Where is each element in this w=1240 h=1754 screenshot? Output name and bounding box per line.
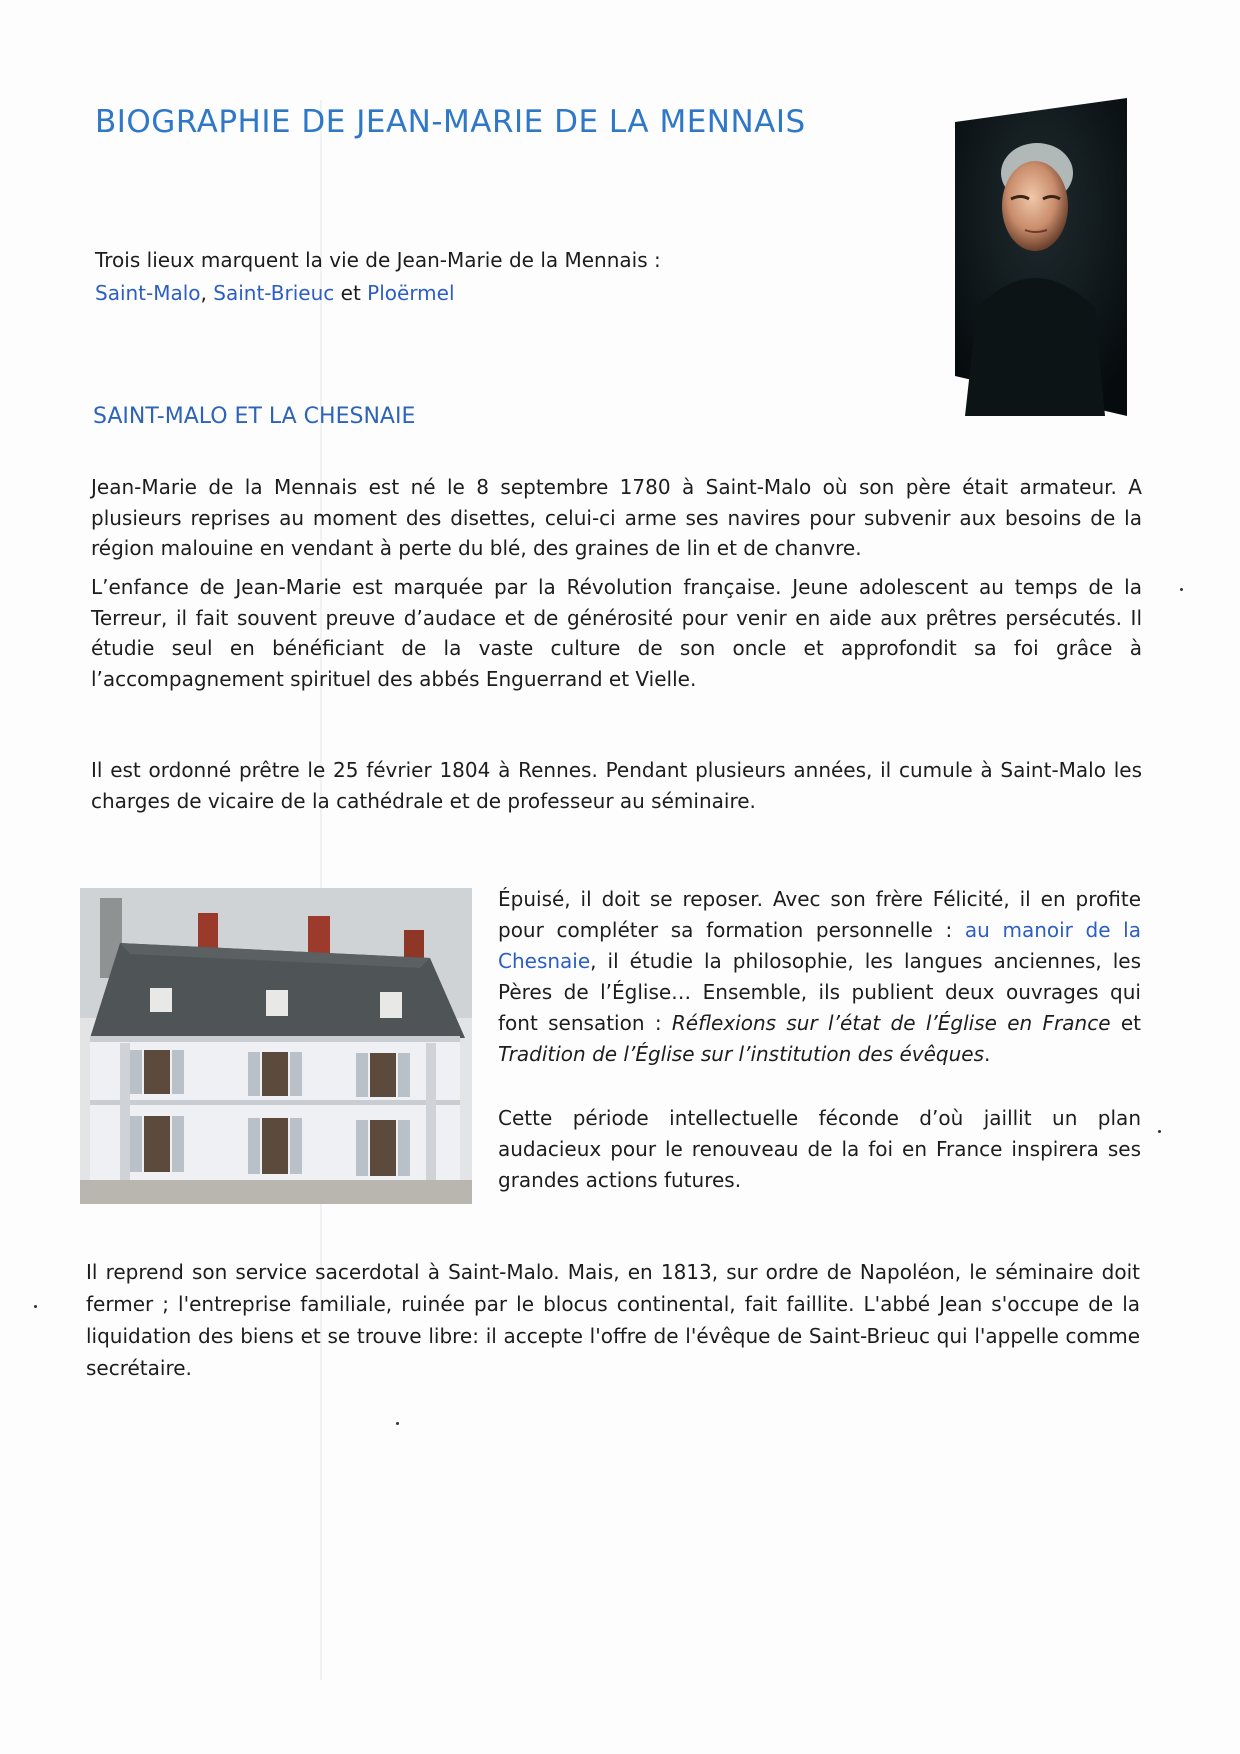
paragraph-secretary: Il reprend son service sacerdotal à Saint-Malo. Mais, en 1813, sur ordre de Napoléon, le séminaire doit fermer ; l'entreprise familiale, ruinée par le blocus continental, fait faillite. L'abbé Jean s'occupe de la liquidation des biens et se trouve libre: il accepte l'offre de l'évêque de Saint-Brieuc qui l'appelle comme secrétaire. [86, 1260, 1140, 1380]
place-link-saint-malo[interactable]: Saint-Malo [95, 281, 201, 305]
scan-speck [396, 1422, 399, 1425]
paragraph-chesnaie [498, 884, 1141, 1070]
intro-text [95, 244, 795, 310]
intro-separator: , [200, 281, 214, 305]
scan-speck [34, 1305, 37, 1308]
p4-text-1: Épuisé, il doit se reposer. Avec son frère Félicité, il en profite pour compléter sa formation personnelle : [498, 887, 1141, 942]
paragraph-birth: Jean-Marie de la Mennais est né le 8 septembre 1780 à Saint-Malo où son père était armateur. A plusieurs reprises au moment des disettes, celui-ci arme ses navires pour subvenir aux besoins de la région malouine en vendant à perte du blé, des graines de lin et de chanvre. [91, 475, 1142, 560]
section-title: SAINT-MALO ET LA CHESNAIE [93, 404, 416, 429]
scan-speck [1158, 1130, 1161, 1133]
page-title: BIOGRAPHIE DE JEAN-MARIE DE LA MENNAIS [95, 104, 806, 140]
paragraph-period: Cette période intellectuelle féconde d’où jaillit un plan audacieux pour le renouveau de la foi en France inspirera ses grandes actions futures. [498, 1106, 1141, 1192]
paragraph-ordination: Il est ordonné prêtre le 25 février 1804 à Rennes. Pendant plusieurs années, il cumule à Saint-Malo les charges de vicaire de la cathédrale et de professeur au séminaire. [91, 758, 1142, 813]
place-link-saint-brieuc[interactable]: Saint-Brieuc [213, 281, 335, 305]
p4-text-4: . [984, 1042, 991, 1066]
manoir-chesnaie-link[interactable]: au manoir de la Chesnaie [498, 918, 1141, 973]
book-title-tradition: Tradition de l’Église sur l’institution des évêques [498, 1042, 985, 1066]
p4-text-3: et [1110, 1011, 1141, 1035]
intro-separator: et [334, 281, 368, 305]
intro-line: Trois lieux marquent la vie de Jean-Marie de la Mennais : [95, 248, 661, 272]
p4-text-2: , il étudie la philosophie, les langues anciennes, les Pères de l’Église… Ensemble, ils publient deux ouvrages qui font sensation : [498, 949, 1141, 1035]
book-title-reflexions: Réflexions sur l’état de l’Église en France [671, 1011, 1111, 1035]
place-link-ploermel[interactable]: Ploërmel [367, 281, 455, 305]
portrait-image [955, 98, 1127, 416]
paragraph-childhood: L’enfance de Jean-Marie est marquée par la Révolution française. Jeune adolescent au temps de la Terreur, il fait souvent preuve d’audace et de générosité pour venir en aide aux prêtres persécutés. Il étudie seul en bénéficiant de la vaste culture de son oncle et approfondit sa foi grâce à l’accompagnement spirituel des abbés Enguerrand et Vielle. [91, 575, 1142, 691]
manor-chesnaie-image [80, 888, 472, 1204]
scan-speck [1180, 588, 1183, 591]
